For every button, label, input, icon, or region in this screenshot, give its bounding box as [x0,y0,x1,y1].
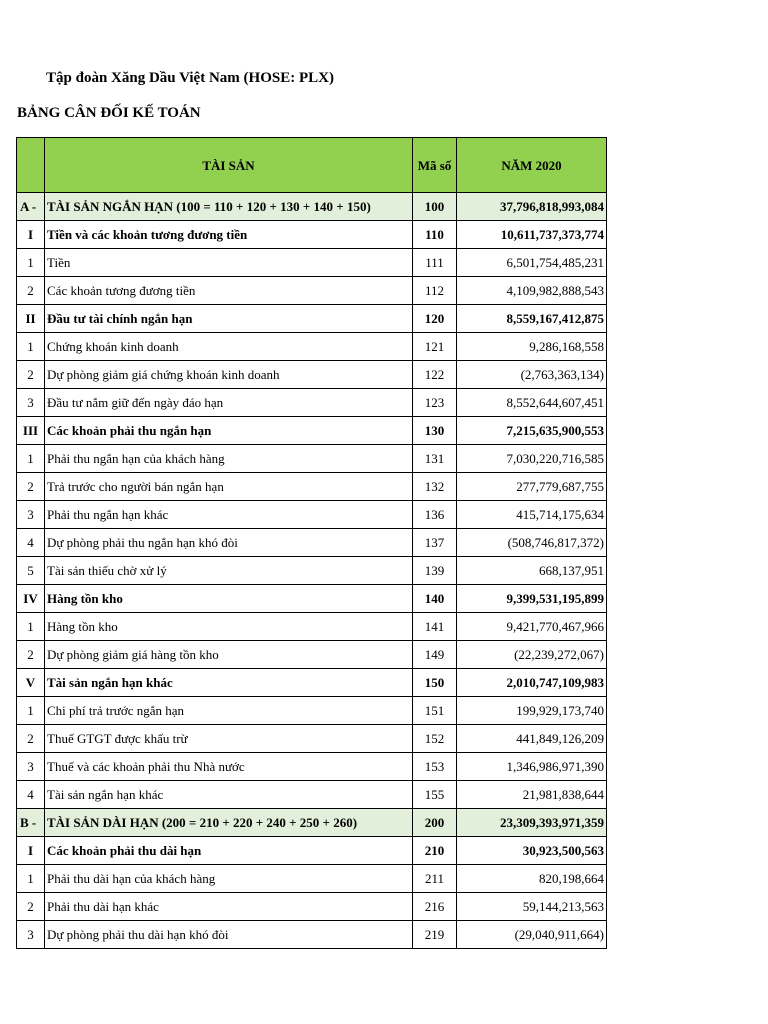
row-index: 3 [17,753,45,781]
row-index: 1 [17,613,45,641]
row-code: 219 [413,921,457,949]
row-code: 121 [413,333,457,361]
row-label: Đầu tư tài chính ngắn hạn [45,305,413,333]
row-index: I [17,837,45,865]
row-value: 7,030,220,716,585 [457,445,607,473]
row-code: 153 [413,753,457,781]
table-row [17,893,607,921]
row-label: Tài sản thiếu chờ xử lý [45,557,413,585]
group-row [17,417,607,445]
row-index: 1 [17,697,45,725]
column-header-year-2020: NĂM 2020 [457,138,607,193]
row-index: B - [17,809,45,837]
row-value: 7,215,635,900,553 [457,417,607,445]
table-row [17,249,607,277]
row-label: Dự phòng phải thu dài hạn khó đòi [45,921,413,949]
section-row [17,809,607,837]
row-value: 415,714,175,634 [457,501,607,529]
row-label: Dự phòng phải thu ngắn hạn khó đòi [45,529,413,557]
row-label: Tài sản ngắn hạn khác [45,669,413,697]
row-code: 151 [413,697,457,725]
column-header-index [17,138,45,193]
row-label: Các khoản tương đương tiền [45,277,413,305]
row-index: 3 [17,501,45,529]
row-code: 136 [413,501,457,529]
row-index: 2 [17,641,45,669]
table-row [17,697,607,725]
row-index: 2 [17,473,45,501]
row-code: 100 [413,193,457,221]
row-index: V [17,669,45,697]
table-row [17,333,607,361]
column-header-assets: TÀI SẢN [45,138,413,193]
row-index: A - [17,193,45,221]
row-code: 150 [413,669,457,697]
table-row [17,557,607,585]
row-label: Các khoản phải thu dài hạn [45,837,413,865]
row-label: Dự phòng giảm giá hàng tồn kho [45,641,413,669]
row-code: 152 [413,725,457,753]
row-index: II [17,305,45,333]
row-code: 216 [413,893,457,921]
row-code: 200 [413,809,457,837]
row-label: Dự phòng giảm giá chứng khoán kinh doanh [45,361,413,389]
group-row [17,585,607,613]
row-value: 10,611,737,373,774 [457,221,607,249]
table-row [17,361,607,389]
row-index: 1 [17,865,45,893]
row-label: Thuế GTGT được khấu trừ [45,725,413,753]
row-code: 122 [413,361,457,389]
row-value: 9,399,531,195,899 [457,585,607,613]
row-value: 2,010,747,109,983 [457,669,607,697]
table-row [17,445,607,473]
section-row [17,193,607,221]
row-value: 37,796,818,993,084 [457,193,607,221]
row-index: 1 [17,249,45,277]
row-label: Tiền [45,249,413,277]
row-index: 2 [17,893,45,921]
table-row [17,641,607,669]
row-label: Trả trước cho người bán ngắn hạn [45,473,413,501]
row-value: 6,501,754,485,231 [457,249,607,277]
table-row [17,277,607,305]
row-index: 4 [17,781,45,809]
row-index: I [17,221,45,249]
table-row [17,613,607,641]
row-value: 8,552,644,607,451 [457,389,607,417]
row-code: 130 [413,417,457,445]
table-row [17,529,607,557]
row-code: 149 [413,641,457,669]
row-label: Thuế và các khoản phải thu Nhà nước [45,753,413,781]
column-header-code: Mã số [413,138,457,193]
table-row [17,389,607,417]
row-index: 1 [17,333,45,361]
row-value: 23,309,393,971,359 [457,809,607,837]
row-value: 59,144,213,563 [457,893,607,921]
row-index: 3 [17,921,45,949]
row-code: 155 [413,781,457,809]
row-index: 2 [17,277,45,305]
row-label: Phải thu ngắn hạn khác [45,501,413,529]
row-code: 112 [413,277,457,305]
row-value: 441,849,126,209 [457,725,607,753]
row-label: Phải thu dài hạn của khách hàng [45,865,413,893]
row-code: 140 [413,585,457,613]
row-index: 2 [17,725,45,753]
group-row [17,837,607,865]
row-value: 199,929,173,740 [457,697,607,725]
row-code: 123 [413,389,457,417]
row-code: 131 [413,445,457,473]
row-index: IV [17,585,45,613]
row-label: Phải thu dài hạn khác [45,893,413,921]
row-code: 139 [413,557,457,585]
row-value: 9,286,168,558 [457,333,607,361]
row-label: Tài sản ngắn hạn khác [45,781,413,809]
row-value: 21,981,838,644 [457,781,607,809]
row-code: 110 [413,221,457,249]
row-label: Phải thu ngắn hạn của khách hàng [45,445,413,473]
row-code: 210 [413,837,457,865]
row-value: 9,421,770,467,966 [457,613,607,641]
table-row [17,501,607,529]
row-label: Đầu tư nắm giữ đến ngày đáo hạn [45,389,413,417]
row-value: 820,198,664 [457,865,607,893]
row-index: 1 [17,445,45,473]
group-row [17,669,607,697]
row-label: Chi phí trả trước ngắn hạn [45,697,413,725]
row-index: 5 [17,557,45,585]
table-row [17,725,607,753]
row-value: (22,239,272,067) [457,641,607,669]
table-row [17,921,607,949]
row-code: 120 [413,305,457,333]
row-index: 2 [17,361,45,389]
table-row [17,473,607,501]
row-label: Hàng tồn kho [45,585,413,613]
table-row [17,865,607,893]
table-header [17,138,607,193]
row-value: 668,137,951 [457,557,607,585]
row-value: (29,040,911,664) [457,921,607,949]
row-label: Các khoản phải thu ngắn hạn [45,417,413,445]
row-label: TÀI SẢN NGẮN HẠN (100 = 110 + 120 + 130 + 140 + 150) [45,193,413,221]
row-label: Hàng tồn kho [45,613,413,641]
group-row [17,305,607,333]
row-label: Chứng khoán kinh doanh [45,333,413,361]
row-value: (508,746,817,372) [457,529,607,557]
row-label: Tiền và các khoản tương đương tiền [45,221,413,249]
table-body [17,193,607,949]
row-index: III [17,417,45,445]
row-value: 8,559,167,412,875 [457,305,607,333]
row-code: 141 [413,613,457,641]
row-value: 277,779,687,755 [457,473,607,501]
table-row [17,781,607,809]
table-row [17,753,607,781]
balance-sheet-table [16,137,607,949]
row-index: 4 [17,529,45,557]
document-title: BẢNG CÂN ĐỐI KẾ TOÁN [17,105,201,121]
row-code: 137 [413,529,457,557]
row-value: (2,763,363,134) [457,361,607,389]
row-value: 30,923,500,563 [457,837,607,865]
company-name: Tập đoàn Xăng Dầu Việt Nam (HOSE: PLX) [46,70,334,86]
row-index: 3 [17,389,45,417]
row-code: 132 [413,473,457,501]
group-row [17,221,607,249]
row-code: 111 [413,249,457,277]
row-code: 211 [413,865,457,893]
row-value: 1,346,986,971,390 [457,753,607,781]
row-label: TÀI SẢN DÀI HẠN (200 = 210 + 220 + 240 + 250 + 260) [45,809,413,837]
row-value: 4,109,982,888,543 [457,277,607,305]
